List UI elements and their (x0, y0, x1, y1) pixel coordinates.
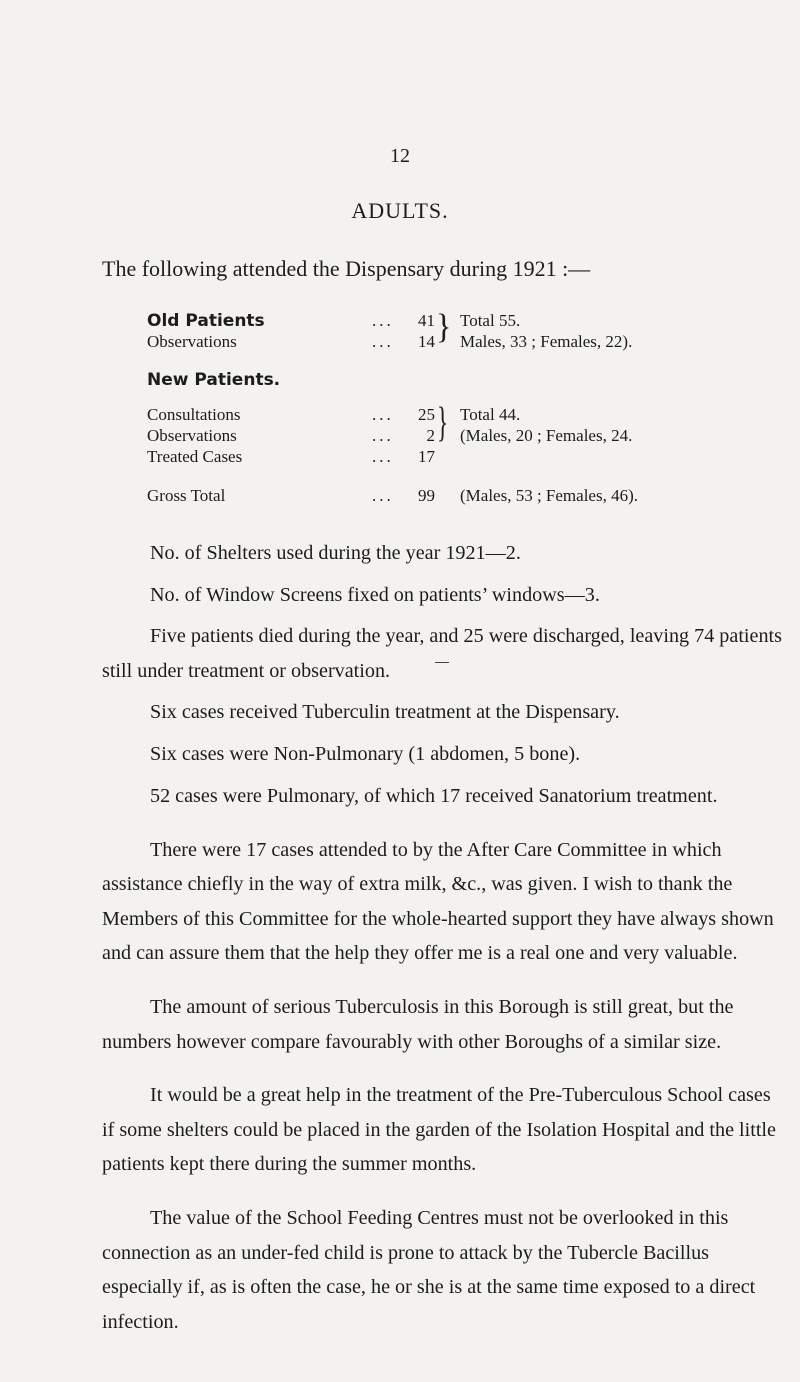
page-number: 12 (390, 145, 410, 167)
paragraph-after-care: There were 17 cases attended to by the After Care Committee in which assistance chiefly in the way of extra milk, &c., was given. I wish to thank the Members of this Committee for the whole-hearted support they have always shown and can assure them that the help they offer me is a real one and very valuable. (102, 838, 774, 965)
new-consultations-dots: ... (372, 405, 394, 424)
gross-total-label: Gross Total (147, 486, 226, 505)
new-treated-dots: ... (372, 447, 394, 466)
old-patients-value: 41 (418, 311, 435, 330)
new-observations-label: Observations (147, 426, 237, 445)
gross-total-breakdown: (Males, 53 ; Females, 46). (460, 486, 638, 505)
old-observations-dots: ... (372, 332, 394, 351)
paragraph-shelters: No. of Shelters used during the year 1921—2. (150, 542, 521, 564)
old-observations-value: 14 (418, 332, 435, 351)
paragraph-shelters-proposal: It would be a great help in the treatment of the Pre-Tuberculous School cases if some shelters could be placed in the garden of the Isolation Hospital and the little patients kept there during the summer months. (102, 1084, 776, 1176)
new-observations-value: 2 (426, 426, 435, 445)
paragraph-window-screens: No. of Window Screens fixed on patients’ windows—3. (150, 583, 600, 606)
intro-line: The following attended the Dispensary during 1921 :— (102, 256, 591, 281)
new-patients-heading: New Patients. (147, 370, 281, 390)
new-treated-value: 17 (418, 447, 435, 466)
new-patients-brace: } (437, 400, 449, 446)
paragraph-non-pulmonary: Six cases were Non-Pulmonary (1 abdomen, 5 bone). (150, 742, 581, 765)
old-patients-breakdown: Males, 33 ; Females, 22). (460, 332, 633, 351)
old-patients-heading: Old Patients (147, 311, 265, 331)
gross-total-value: 99 (418, 486, 435, 505)
new-patients-total: Total 44. (460, 405, 521, 424)
new-consultations-value: 25 (418, 405, 435, 424)
section-heading: ADULTS. (351, 198, 449, 223)
new-consultations-label: Consultations (147, 405, 241, 424)
paragraph-deaths: Five patients died during the year, and 25 were discharged, leaving 74 patients still under treatment or observation. (102, 625, 782, 682)
paragraph-feeding-centres: The value of the School Feeding Centres must not be overlooked in this connection as an under-fed child is prone to attack by the Tubercle Bacillus especially if, as is often the case, he or she is at the same time exposed to a direct infection. (102, 1207, 756, 1334)
new-observations-dots: ... (372, 426, 394, 445)
paragraph-pulmonary: 52 cases were Pulmonary, of which 17 received Sanatorium treatment. (150, 784, 718, 807)
new-patients-breakdown: (Males, 20 ; Females, 24. (460, 426, 633, 445)
paragraph-tuberculin: Six cases received Tuberculin treatment at the Dispensary. (150, 701, 620, 724)
new-treated-label: Treated Cases (147, 447, 243, 466)
old-patients-brace: } (436, 306, 452, 346)
old-patients-total: Total 55. (460, 311, 521, 330)
paragraph-borough: The amount of serious Tuberculosis in this Borough is still great, but the numbers however compare favourably with other Boroughs of a similar size. (102, 995, 734, 1053)
old-patients-dots: ... (372, 311, 394, 330)
gross-total-dots: ... (372, 486, 394, 505)
old-observations-label: Observations (147, 332, 237, 351)
